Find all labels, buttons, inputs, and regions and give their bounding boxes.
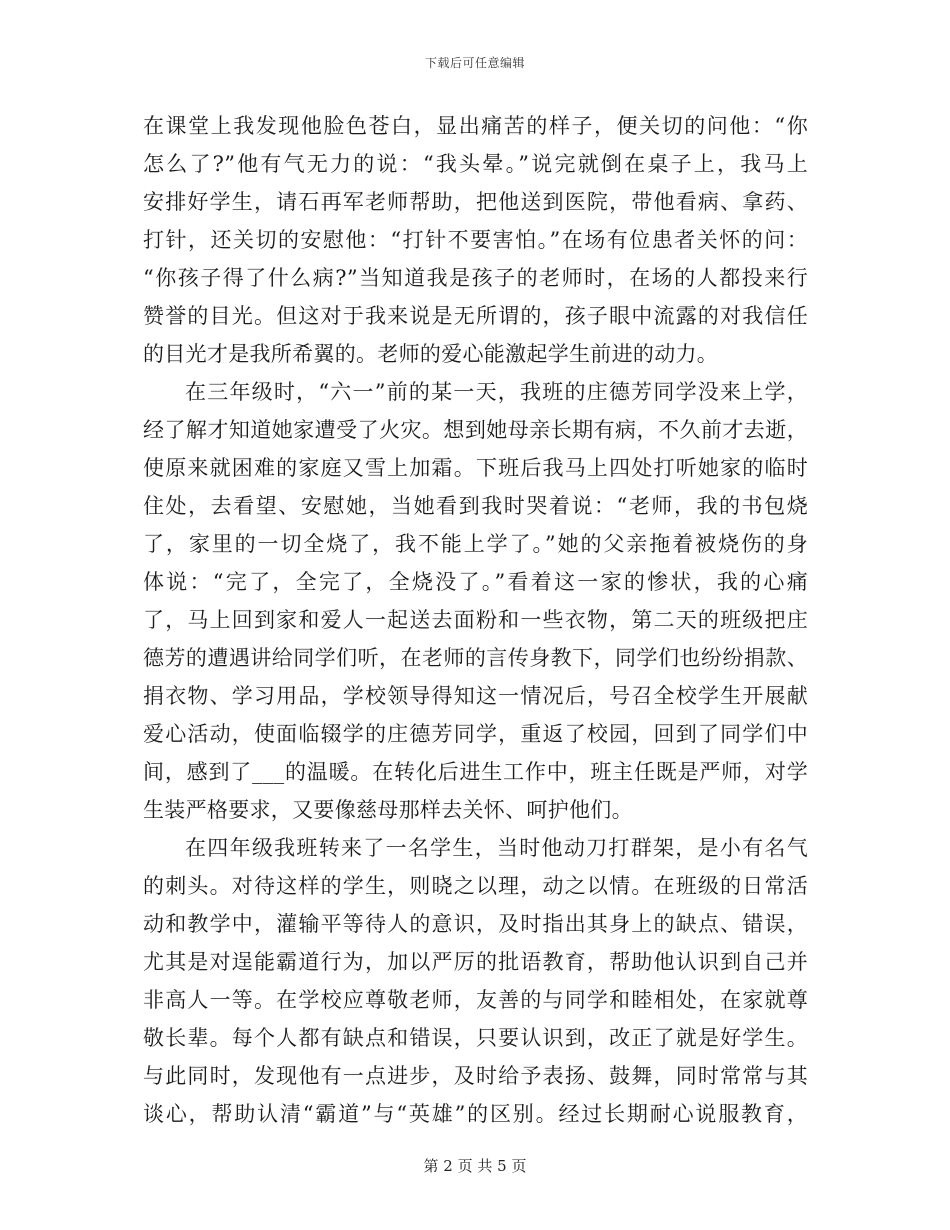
text-line: 打针，还关切的安慰他：“打针不要害怕。”在场有位患者关怀的问： [143, 228, 808, 252]
text-line: 的刺头。对待这样的学生，则晓之以理，动之以情。在班级的日常活 [143, 874, 808, 898]
page-header: 下载后可任意编辑 [424, 56, 525, 70]
text-line: 与此同时，发现他有一点进步，及时给予表扬、鼓舞，同时常常与其 [143, 1064, 808, 1088]
text-line: 尤其是对逞能霸道行为，加以严厉的批语教育，帮助他认识到自己并 [143, 950, 808, 974]
text-line: 动和教学中，灌输平等待人的意识，及时指出其身上的缺点、错误， [143, 912, 808, 936]
page-number: 第 2 页 共 5 页 [423, 1157, 527, 1175]
text-line: 怎么了?”他有气无力的说：“我头晕。”说完就倒在桌子上，我马上 [143, 152, 808, 176]
text-line: 赞誉的目光。但这对于我来说是无所谓的，孩子眼中流露的对我信任 [143, 304, 808, 328]
document-body [143, 107, 808, 1133]
text-line: 非高人一等。在学校应尊敬老师，友善的与同学和睦相处，在家就尊 [143, 988, 808, 1012]
paragraph-3 [143, 829, 808, 1133]
text-line: 生装严格要求，又要像慈母那样去关怀、呵护他们。 [143, 798, 633, 822]
text-line: 德芳的遭遇讲给同学们听，在老师的言传身教下，同学们也纷纷捐款、 [143, 646, 808, 670]
text-line: 在课堂上我发现他脸色苍白，显出痛苦的样子，便关切的问他：“你 [143, 114, 808, 138]
text-line: 敬长辈。每个人都有缺点和错误，只要认识到，改正了就是好学生。 [143, 1026, 808, 1050]
text-line: 捐衣物、学习用品，学校领导得知这一情况后，号召全校学生开展献 [143, 684, 808, 708]
text-line: 体说：“完了，全完了，全烧没了。”看着这一家的惨状，我的心痛 [143, 570, 808, 594]
text-line: 在三年级时，“六一”前的某一天，我班的庄德芳同学没来上学， [185, 380, 808, 404]
text-line: 在四年级我班转来了一名学生，当时他动刀打群架，是小有名气 [185, 836, 808, 860]
text-line: “你孩子得了什么病?”当知道我是孩子的老师时，在场的人都投来行 [143, 266, 808, 290]
text-line: 了，家里的一切全烧了，我不能上学了。”她的父亲拖着被烧伤的身 [143, 532, 808, 556]
text-line: 了，马上回到家和爱人一起送去面粉和一些衣物，第二天的班级把庄 [143, 608, 808, 632]
text-line: 经了解才知道她家遭受了火灾。想到她母亲长期有病，不久前才去逝， [143, 418, 808, 442]
text-line: 安排好学生，请石再军老师帮助，把他送到医院，带他看病、拿药、 [143, 190, 808, 214]
paragraph-2 [143, 373, 808, 829]
paragraph-1 [143, 107, 808, 373]
text-line: 谈心，帮助认清“霸道”与“英雄”的区别。经过长期耐心说服教育， [143, 1102, 808, 1126]
text-line: 的目光才是我所希翼的。老师的爱心能激起学生前进的动力。 [143, 342, 719, 366]
text-line: 住处，去看望、安慰她，当她看到我时哭着说：“老师，我的书包烧 [143, 494, 808, 518]
text-line: 间，感到了___的温暖。在转化后进生工作中，班主任既是严师，对学 [143, 760, 808, 784]
text-line: 使原来就困难的家庭又雪上加霜。下班后我马上四处打听她家的临时 [143, 456, 808, 480]
text-line: 爱心活动，使面临辍学的庄德芳同学，重返了校园，回到了同学们中 [143, 722, 808, 746]
